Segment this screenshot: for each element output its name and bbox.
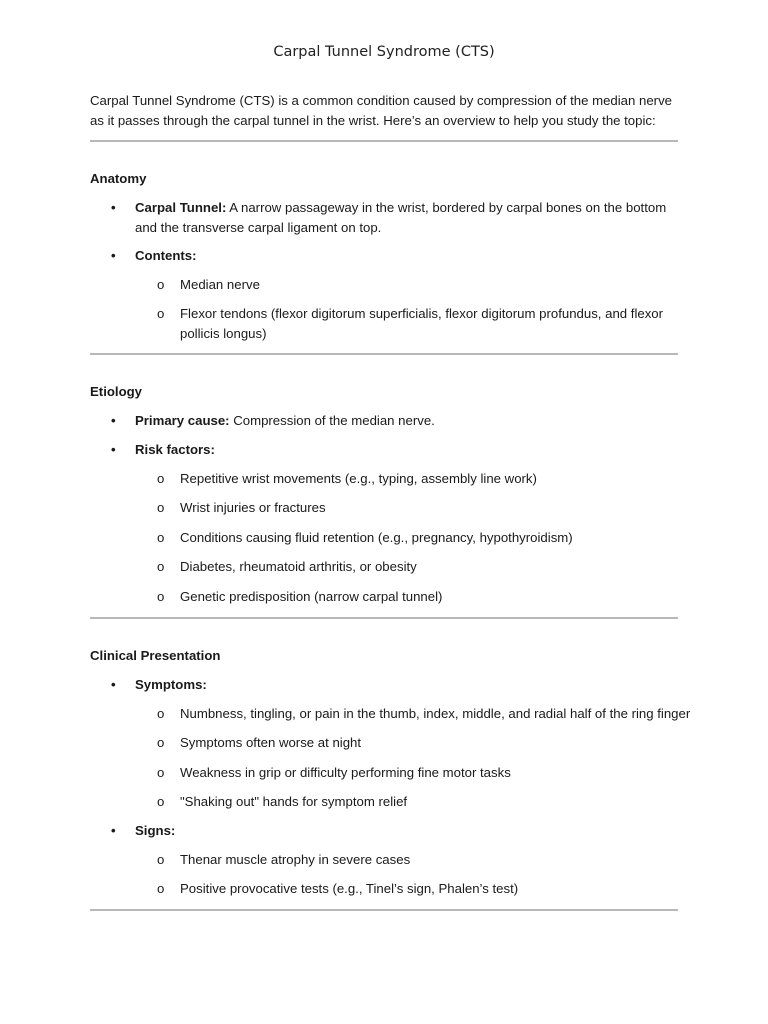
sub-bullet-icon: o <box>157 500 165 515</box>
list-item-text <box>135 440 678 460</box>
bullet-icon: • <box>111 823 116 838</box>
term-label: Carpal Tunnel: <box>135 200 227 215</box>
section-divider <box>90 353 678 355</box>
section-divider <box>90 140 678 142</box>
sub-bullet-icon: o <box>157 589 165 604</box>
bullet-icon: • <box>111 442 116 457</box>
sub-list-item-text: Repetitive wrist movements (e.g., typing, assembly line work) <box>180 471 537 486</box>
sub-list-item-text: Thenar muscle atrophy in severe cases <box>180 852 411 867</box>
sub-list-item-text: Weakness in grip or difficulty performing fine motor tasks <box>180 765 511 780</box>
list-item-text <box>135 411 678 431</box>
term-label: Primary cause: <box>135 413 230 428</box>
sub-list-item-text: Diabetes, rheumatoid arthritis, or obesity <box>180 559 417 574</box>
bullet-icon: • <box>111 677 116 692</box>
section-heading-clinical-presentation: Clinical Presentation <box>90 648 221 663</box>
section-divider <box>90 617 678 619</box>
term-description: Compression of the median nerve. <box>229 413 435 428</box>
bullet-icon: • <box>111 413 116 428</box>
sub-list-item-text: "Shaking out" hands for symptom relief <box>180 794 408 809</box>
sub-bullet-icon: o <box>157 530 165 545</box>
sub-bullet-icon: o <box>157 706 165 721</box>
term-label: Signs: <box>135 823 176 838</box>
sub-bullet-icon: o <box>157 852 165 867</box>
sub-bullet-icon: o <box>157 559 165 574</box>
sub-bullet-icon: o <box>157 735 165 750</box>
sub-list-item-text: Flexor tendons (flexor digitorum superficialis, flexor digitorum profundus, and flexor pollicis longus) <box>180 306 664 341</box>
document-title: Carpal Tunnel Syndrome (CTS) <box>273 44 495 60</box>
sub-bullet-icon: o <box>157 881 165 896</box>
sub-list-item-text: Genetic predisposition (narrow carpal tunnel) <box>180 589 443 604</box>
term-label: Risk factors: <box>135 442 215 457</box>
term-description: A narrow passageway in the wrist, bordered by carpal bones on the bottom and the transverse carpal ligament on top. <box>135 200 667 235</box>
list-item-text <box>135 198 678 237</box>
sub-bullet-icon: o <box>157 277 165 292</box>
term-label: Symptoms: <box>135 677 207 692</box>
list-item-text <box>135 246 678 266</box>
sub-list-item-text: Median nerve <box>180 277 260 292</box>
section-heading-anatomy: Anatomy <box>90 171 147 186</box>
sub-list-item-text: Symptoms often worse at night <box>180 735 362 750</box>
term-label: Contents: <box>135 248 197 263</box>
sub-list-item-text: Wrist injuries or fractures <box>180 500 326 515</box>
section-divider <box>90 909 678 911</box>
sub-bullet-icon: o <box>157 765 165 780</box>
sub-list-item-text: Numbness, tingling, or pain in the thumb, index, middle, and radial half of the ring finger <box>180 706 691 721</box>
list-item-text <box>135 821 678 841</box>
list-item-text <box>135 675 678 695</box>
bullet-icon: • <box>111 248 116 263</box>
section-heading-etiology: Etiology <box>90 384 143 399</box>
sub-bullet-icon: o <box>157 471 165 486</box>
sub-bullet-icon: o <box>157 306 165 321</box>
intro-paragraph: Carpal Tunnel Syndrome (CTS) is a common condition caused by compression of the median nerve as it passes through the carpal tunnel in the wrist. Here’s an overview to help you study the topic: <box>90 93 672 128</box>
sub-list-item-text: Conditions causing fluid retention (e.g., pregnancy, hypothyroidism) <box>180 530 573 545</box>
bullet-icon: • <box>111 200 116 215</box>
sub-bullet-icon: o <box>157 794 165 809</box>
sub-list-item-text: Positive provocative tests (e.g., Tinel’s sign, Phalen’s test) <box>180 881 519 896</box>
